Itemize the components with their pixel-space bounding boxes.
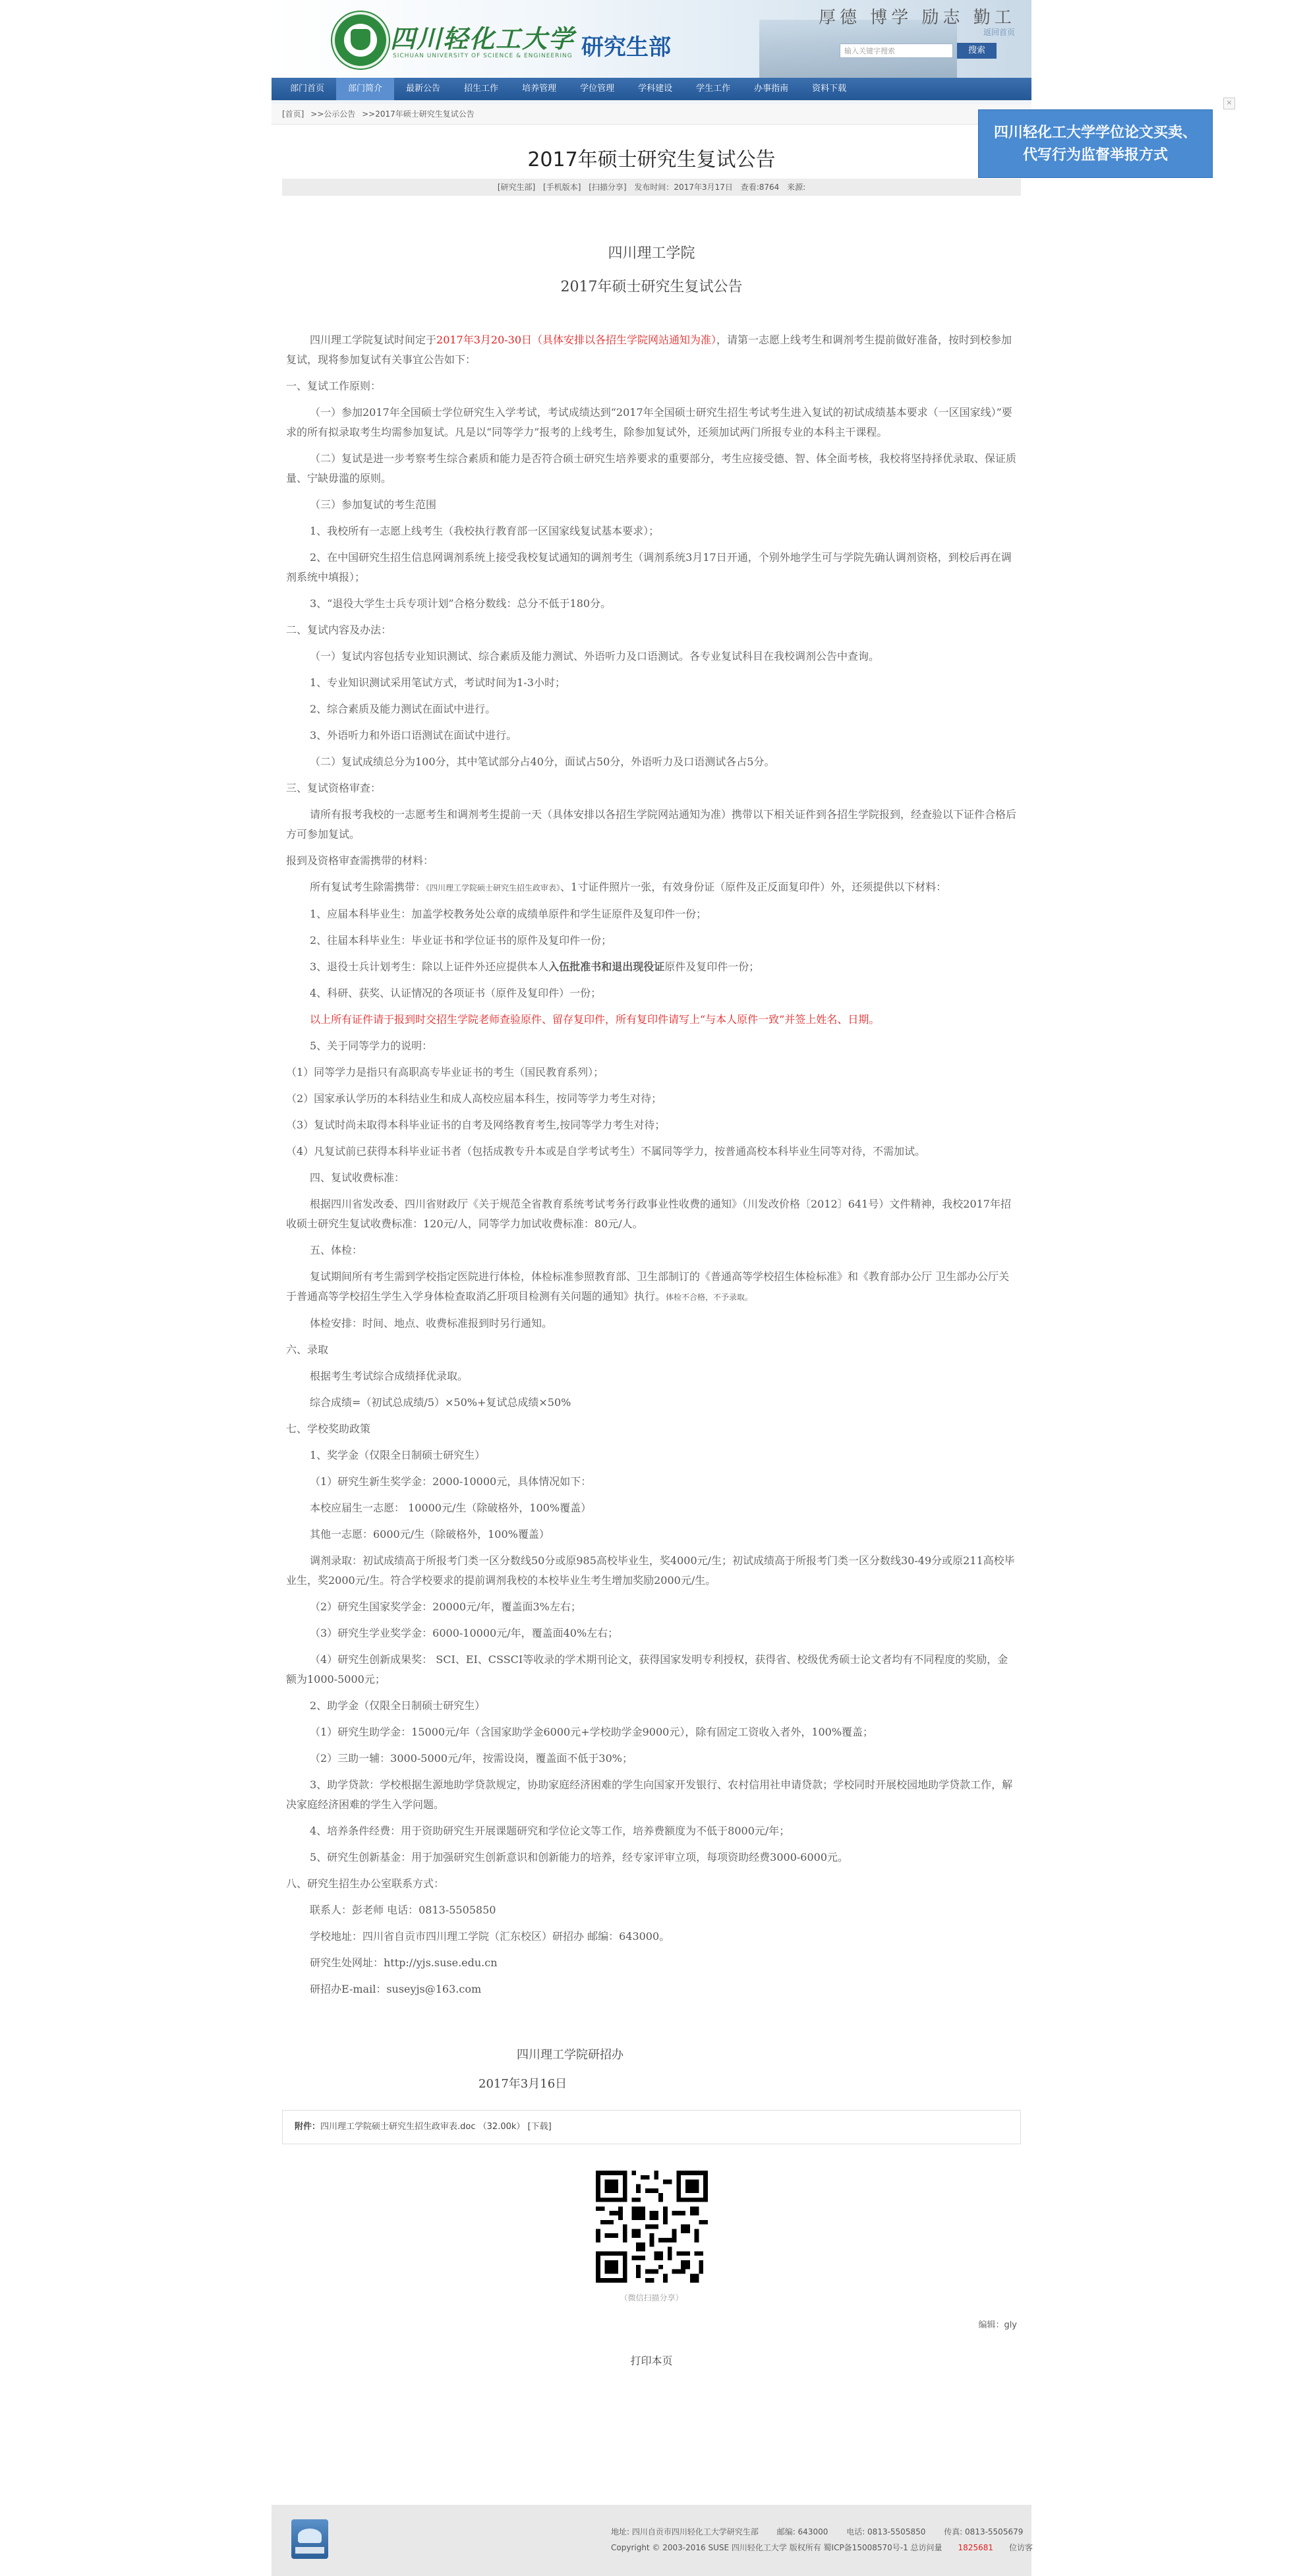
- banner-line-1: 四川轻化工大学学位论文买卖、: [993, 125, 1197, 141]
- paragraph: 请所有报考我校的一志愿考生和调剂考生提前一天（具体安排以各招生学院网站通知为准）携带以下相关证件到各招生学院报到，经查验以下证件合格后方可参加复试。: [286, 808, 1017, 840]
- paragraph: 学校地址：四川省自贡市四川理工学院（汇东校区）研招办 邮编：643000。: [310, 1930, 670, 1943]
- breadcrumb-notice[interactable]: >>公示公告: [310, 109, 356, 119]
- nav-item-download[interactable]: 资料下载: [812, 84, 847, 94]
- paragraph: （1）研究生新生奖学金：2000-10000元，具体情况如下：: [310, 1475, 592, 1488]
- meta-date: 发布时间：2017年3月17日: [634, 183, 733, 192]
- paragraph: （2）国家承认学历的本科结业生和成人高校应届本科生，按同等学力考生对待；: [286, 1092, 662, 1105]
- section-heading: 二、复试内容及办法：: [286, 624, 392, 636]
- text-segment: 《四川理工学院硕士研究生招生政审表》: [426, 883, 561, 893]
- school-motto: 厚德 博学 励志 勤工: [819, 8, 1016, 28]
- paragraph: 4、培养条件经费：用于资助研究生开展课题研究和学位论文等工作，培养费额度为不低于8000元/年；: [310, 1825, 790, 1837]
- intro-date-red: 2017年3月20-30日（具体安排以各招生学院网站通知为准）: [436, 334, 717, 346]
- search-button[interactable]: 搜索: [957, 43, 997, 59]
- banner-line-2: 代写行为监督举报方式: [1022, 147, 1168, 163]
- breadcrumb: [272, 104, 1031, 125]
- intro-paragraph: [286, 330, 1017, 370]
- site-footer: [272, 2505, 1031, 2576]
- paragraph: 1、奖学金（仅限全日制硕士研究生）: [310, 1449, 486, 1461]
- paragraph: 2、往届本科毕业生：毕业证书和学位证书的原件及复印件一份；: [310, 934, 612, 947]
- paragraph: [286, 957, 1017, 977]
- editor-label: 编辑：gly: [978, 2320, 1017, 2330]
- nav-item-degree[interactable]: 学位管理: [580, 84, 615, 94]
- footer-phone: 电话: 0813-5505850: [846, 2527, 926, 2536]
- paragraph: 5、关于同等学力的说明：: [310, 1039, 433, 1052]
- paragraph: 2、在中国研究生招生信息网调剂系统上接受我校复试通知的调剂考生（调剂系统3月17日开通，个别外地学生可与学院先确认调剂资格，到校后再在调剂系统中填报）；: [286, 551, 1012, 583]
- intro-text-b: ，请第一志愿上线考生和调剂考生提前做好准备，按时到校参加复试，现将参加复试有关事宜公告如下：: [286, 334, 1012, 366]
- footer-contact: [611, 2526, 1039, 2537]
- paragraph: 3、外语听力和外语口语测试在面试中进行。: [310, 729, 517, 742]
- site-header: [272, 0, 1031, 78]
- nav-item-home[interactable]: 部门首页: [290, 84, 325, 94]
- section-heading: 七、学校奖助政策: [286, 1422, 371, 1435]
- report-banner[interactable]: [978, 109, 1213, 178]
- signature-office: 四川理工学院研招办: [517, 2048, 623, 2062]
- section-heading: 一、复试工作原则：: [286, 380, 382, 392]
- paragraph: （2）三助一辅：3000-5000元/年，按需设岗，覆盖面不低于30%；: [310, 1752, 633, 1765]
- paragraph: 1、应届本科毕业生：加盖学校教务处公章的成绩单原件和学生证原件及复印件一份；: [310, 908, 707, 920]
- paragraph: 3、助学贷款：学校根据生源地助学贷款规定，协助家庭经济困难的学生向国家开发银行、农村信用社申请贷款；学校同时开展校园地助学贷款工作，解决家庭经济困难的学生入学问题。: [286, 1778, 1013, 1811]
- search-input[interactable]: 输入关键字搜索: [840, 44, 953, 58]
- close-icon[interactable]: ×: [1223, 98, 1235, 109]
- paragraph: 体检安排：时间、地点、收费标准报到时另行通知。: [310, 1317, 553, 1330]
- nav-item-guide[interactable]: 办事指南: [754, 84, 789, 94]
- text-segment: 所有复试考生除需携带：: [310, 881, 426, 893]
- paragraph: [286, 877, 1017, 898]
- main-nav: [272, 78, 1031, 100]
- section-heading: 四、复试收费标准：: [310, 1171, 405, 1184]
- paragraph: 联系人：彭老师 电话：0813-5505850: [310, 1904, 496, 1916]
- meta-mobile-link[interactable]: [手机版本]: [543, 183, 581, 192]
- qr-caption: （微信扫描分享）: [620, 2293, 683, 2302]
- school-name[interactable]: 四川轻化工大学: [390, 24, 575, 53]
- content-heading-school: 四川理工学院: [608, 245, 695, 262]
- meta-share-link[interactable]: [扫描分享]: [589, 183, 627, 192]
- paragraph: （3）研究生学业奖学金：6000-10000元/年，覆盖面40%左右；: [310, 1627, 619, 1639]
- text-segment: 3、退役士兵计划考生：除以上证件外还应提供本人: [310, 960, 549, 973]
- paragraph: （2）研究生国家奖学金：20000元/年，覆盖面3%左右；: [310, 1600, 581, 1613]
- nav-item-discipline[interactable]: 学科建设: [638, 84, 673, 94]
- paragraph: 2、综合素质及能力测试在面试中进行。: [310, 703, 496, 715]
- paragraph: （4）凡复试前已获得本科毕业证书者（包括成教专升本或是自学考试考生）不属同等学力，按普通高校本科毕业生同等对待，不需加试。: [286, 1145, 926, 1157]
- breadcrumb-home[interactable]: [首页]: [282, 109, 307, 119]
- attachment-bar: [282, 2110, 1021, 2144]
- paragraph: 4、科研、获奖、认证情况的各项证书（原件及复印件）一份；: [310, 987, 602, 999]
- signature-date: 2017年3月16日: [478, 2077, 567, 2091]
- paragraph: 根据考生考试综合成绩择优录取。: [310, 1370, 469, 1382]
- breadcrumb-current: >>2017年硕士研究生复试公告: [359, 109, 475, 119]
- paragraph: （一）参加2017年全国硕士学位研究生入学考试，考试成绩达到“2017年全国硕士研究生招生考试考生进入复试的初试成绩基本要求（一区国家线）”要求的所有拟录取考生均需参加复试。凡是以“同等学力”报考的上线考生，除参加复试外，还须加试两门所报专业的本科主干课程。: [286, 406, 1012, 438]
- section-heading: 八、研究生招生办公室联系方式：: [286, 1877, 445, 1890]
- paragraph: （三）参加复试的考生范围: [310, 498, 437, 511]
- text-segment: 体检不合格，不予录取。: [666, 1293, 753, 1302]
- paragraph: （一）复试内容包括专业知识测试、综合素质及能力测试、外语听力及口语测试。各专业复试科目在我校调剂公告中查询。: [310, 650, 880, 662]
- footer-zip: 邮编: 643000: [776, 2527, 828, 2536]
- paragraph: 3、“退役大学生士兵专项计划”合格分数线：总分不低于180分。: [310, 597, 612, 610]
- footer-fax: 传真: 0813-5505679: [944, 2527, 1024, 2536]
- article-meta: [282, 179, 1021, 196]
- section-heading: 三、复试资格审查：: [286, 782, 382, 794]
- paragraph: 1、我校所有一志愿上线考生（我校执行教育部一区国家线复试基本要求）；: [310, 525, 660, 537]
- nav-item-training[interactable]: 培养管理: [522, 84, 557, 94]
- attachment-size: （32.00k）: [478, 2122, 525, 2132]
- dept-name: 研究生部: [581, 34, 671, 61]
- paragraph: 2、助学金（仅限全日制硕士研究生）: [310, 1699, 486, 1712]
- page-container: [272, 0, 1033, 2552]
- footer-address: 地址: 四川自贡市四川轻化工大学研究生部: [611, 2527, 759, 2536]
- paragraph[interactable]: 研究生处网址：http://yjs.suse.edu.cn: [310, 1956, 498, 1969]
- text-segment: 、1寸证件照片一张，有效身份证（原件及正反面复印件）外，还须提供以下材料：: [560, 881, 947, 893]
- footer-logo-icon: [291, 2519, 328, 2559]
- attachment-label: 附件：: [295, 2122, 321, 2132]
- paragraph: 本校应届生一志愿： 10000元/生（除破格外，100%覆盖）: [310, 1502, 592, 1514]
- qr-code-icon: [596, 2171, 708, 2283]
- nav-item-admission[interactable]: 招生工作: [464, 84, 499, 94]
- home-link[interactable]: 返回首页: [983, 28, 1016, 37]
- footer-copyright: Copyright © 2003-2016 SUSE 四川轻化工大学 版权所有 蜀ICP备15008570号-1 总访问量: [611, 2543, 942, 2552]
- article-title: 2017年硕士研究生复试公告: [527, 148, 776, 171]
- section-heading: 五、体检：: [310, 1244, 363, 1256]
- text-segment: 复试期间所有考生需到学校指定医院进行体检，体检标准参照教育部、卫生部制订的《普通高等学校招生体检标准》和《教育部办公厅 卫生部办公厅关于普通高等学校招生学生入学身体检查取消乙肝项目检测有关问题的通知》执行。: [286, 1270, 1010, 1303]
- footer-visitor-suffix: 位访客: [1009, 2543, 1033, 2552]
- paragraph: 根据四川省发改委、四川省财政厅《关于规范全省教育系统考试考务行政事业性收费的通知》（川发改价格〔2012〕641号）文件精神，我校2017年招收硕士研究生复试收费标准：120元/人，同等学力加试收费标准：80元/人。: [286, 1198, 1011, 1230]
- paragraph: （二）复试成绩总分为100分，其中笔试部分占40分，面试占50分，外语听力及口语测试各占5分。: [310, 755, 775, 768]
- nav-item-students[interactable]: 学生工作: [696, 84, 731, 94]
- nav-item-intro[interactable]: 部门简介: [336, 78, 394, 100]
- text-segment: 原件及复印件一份；: [664, 960, 760, 973]
- paragraph: （1）同等学力是指只有高职高专毕业证书的考生（国民教育系列）；: [286, 1066, 604, 1078]
- visit-counter: 1825681: [958, 2543, 993, 2552]
- paragraph: （二）复试是进一步考察考生综合素质和能力是否符合硕士研究生培养要求的重要部分，考生应接受德、智、体全面考核，我校将坚持择优录取、保证质量、宁缺毋滥的原则。: [286, 452, 1017, 484]
- paragraph: （1）研究生助学金：15000元/年（含国家助学金6000元+学校助学金9000元），除有固定工资收入者外，100%覆盖；: [310, 1726, 874, 1738]
- paragraph: [286, 1267, 1017, 1307]
- meta-views: 查看:8764: [740, 183, 780, 192]
- article-content: [272, 242, 1031, 2092]
- footer-copyright-line: [611, 2542, 1049, 2553]
- content-heading-title: 2017年硕士研究生复试公告: [560, 279, 743, 295]
- paragraph[interactable]: 研招办E-mail：suseyjs@163.com: [310, 1983, 482, 1995]
- paragraph: 综合成绩=（初试总成绩/5）×50%+复试总成绩×50%: [310, 1396, 571, 1409]
- meta-source[interactable]: [研究生部]: [497, 183, 536, 192]
- text-segment-bold: 入伍批准书和退出现役证: [548, 960, 665, 973]
- intro-text-a: 四川理工学院复试时间定于: [310, 334, 437, 346]
- paragraph: （3）复试时尚未取得本科毕业证书的自考及网络教育考生,按同等学力考生对待；: [286, 1119, 666, 1131]
- print-link[interactable]: 打印本页: [630, 2355, 673, 2367]
- paragraph-red-notice: 以上所有证件请于报到时交招生学院老师查验原件、留存复印件，所有复印件请写上“与本人原件一致”并签上姓名、日期。: [310, 1013, 880, 1026]
- paragraph: 报到及资格审查需携带的材料：: [286, 854, 434, 867]
- paragraph: （4）研究生创新成果奖： SCI、EI、CSSCI等收录的学术期刊论文，获得国家发明专利授权，获得省、校级优秀硕士论文者均有不同程度的奖励，金额为1000-5000元；: [286, 1653, 1008, 1685]
- school-seal-icon[interactable]: [332, 12, 389, 69]
- paragraph: 1、专业知识测试采用笔试方式，考试时间为1-3小时；: [310, 676, 565, 689]
- nav-item-notice[interactable]: 最新公告: [406, 84, 441, 94]
- paragraph: 其他一志愿：6000元/生（除破格外，100%覆盖）: [310, 1528, 550, 1540]
- attachment-download-link[interactable]: [下载]: [527, 2122, 552, 2132]
- paragraph: 5、研究生创新基金：用于加强研究生创新意识和创新能力的培养，经专家评审立项，每项资助经费3000-6000元。: [310, 1851, 849, 1863]
- school-name-en: SICHUAN UNIVERSITY OF SCIENCE & ENGINEERING: [393, 53, 573, 59]
- paragraph: 调剂录取：初试成绩高于所报考门类一区分数线50分或原985高校毕业生，奖4000元/生；初试成绩高于所报考门类一区分数线30-49分或原211高校毕业生，奖2000元/生。符合学校要求的提前调剂我校的本校毕业生考生增加奖励2000元/生。: [286, 1554, 1015, 1587]
- attachment-file-link[interactable]: 四川理工学院硕士研究生招生政审表.doc: [320, 2122, 476, 2132]
- meta-origin: 来源:: [787, 183, 806, 192]
- section-heading: 六、录取: [286, 1343, 329, 1356]
